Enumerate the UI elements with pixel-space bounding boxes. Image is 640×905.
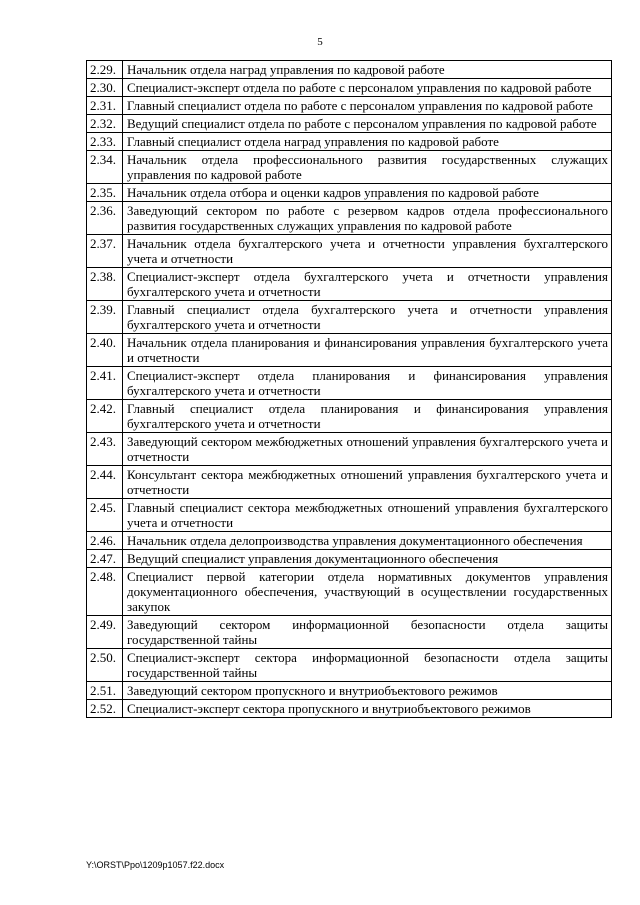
row-number: 2.44.: [87, 466, 123, 499]
table-row: [87, 184, 612, 202]
row-number: 2.38.: [87, 268, 123, 301]
table-row: [87, 334, 612, 367]
row-number: 2.36.: [87, 202, 123, 235]
position-title: Главный специалист отдела планирования и финансирования управления бухгалтерского учета и отчетности: [123, 400, 612, 433]
position-title: Специалист-эксперт отдела бухгалтерского учета и отчетности управления бухгалтерского учета и отчетности: [123, 268, 612, 301]
position-title: Специалист-эксперт отдела по работе с персоналом управления по кадровой работе: [123, 79, 612, 97]
row-number: 2.37.: [87, 235, 123, 268]
position-title: Начальник отдела делопроизводства управления документационного обеспечения: [123, 532, 612, 550]
position-title: Консультант сектора межбюджетных отношений управления бухгалтерского учета и отчетности: [123, 466, 612, 499]
position-title: Ведущий специалист отдела по работе с персоналом управления по кадровой работе: [123, 115, 612, 133]
row-number: 2.47.: [87, 550, 123, 568]
row-number: 2.50.: [87, 649, 123, 682]
table-row: [87, 202, 612, 235]
position-title: Начальник отдела планирования и финансирования управления бухгалтерского учета и отчетности: [123, 334, 612, 367]
position-title: Заведующий сектором информационной безопасности отдела защиты государственной тайны: [123, 616, 612, 649]
position-title: Заведующий сектором межбюджетных отношений управления бухгалтерского учета и отчетности: [123, 433, 612, 466]
row-number: 2.49.: [87, 616, 123, 649]
position-title: Начальник отдела бухгалтерского учета и отчетности управления бухгалтерского учета и отчетности: [123, 235, 612, 268]
row-number: 2.29.: [87, 61, 123, 79]
row-number: 2.45.: [87, 499, 123, 532]
page-number: 5: [317, 36, 323, 48]
table-row: [87, 433, 612, 466]
position-title: Заведующий сектором пропускного и внутриобъектового режимов: [123, 682, 612, 700]
table-row: [87, 151, 612, 184]
table-row: [87, 79, 612, 97]
row-number: 2.32.: [87, 115, 123, 133]
positions-table: [86, 60, 612, 718]
table-row: [87, 268, 612, 301]
position-title: Главный специалист сектора межбюджетных отношений управления бухгалтерского учета и отчетности: [123, 499, 612, 532]
row-number: 2.46.: [87, 532, 123, 550]
table-row: [87, 682, 612, 700]
row-number: 2.48.: [87, 568, 123, 616]
position-title: Специалист-эксперт отдела планирования и финансирования управления бухгалтерского учета и отчетности: [123, 367, 612, 400]
row-number: 2.51.: [87, 682, 123, 700]
table-row: [87, 568, 612, 616]
table-row: [87, 61, 612, 79]
table-row: [87, 700, 612, 718]
position-title: Начальник отдела отбора и оценки кадров управления по кадровой работе: [123, 184, 612, 202]
table-row: [87, 466, 612, 499]
table-row: [87, 367, 612, 400]
table-row: [87, 616, 612, 649]
table-row: [87, 133, 612, 151]
positions-table-body: [87, 61, 612, 718]
position-title: Главный специалист отдела бухгалтерского учета и отчетности управления бухгалтерского учета и отчетности: [123, 301, 612, 334]
table-row: [87, 649, 612, 682]
table-row: [87, 301, 612, 334]
table-row: [87, 235, 612, 268]
table-row: [87, 550, 612, 568]
position-title: Главный специалист отдела наград управления по кадровой работе: [123, 133, 612, 151]
row-number: 2.39.: [87, 301, 123, 334]
table-row: [87, 499, 612, 532]
row-number: 2.40.: [87, 334, 123, 367]
position-title: Специалист первой категории отдела нормативных документов управления документационного обеспечения, участвующий в осуществлении государственных закупок: [123, 568, 612, 616]
position-title: Главный специалист отдела по работе с персоналом управления по кадровой работе: [123, 97, 612, 115]
position-title: Заведующий сектором по работе с резервом кадров отдела профессионального развития государственных служащих управления по кадровой работе: [123, 202, 612, 235]
position-title: Специалист-эксперт сектора информационной безопасности отдела защиты государственной тайны: [123, 649, 612, 682]
position-title: Начальник отдела профессионального развития государственных служащих управления по кадровой работе: [123, 151, 612, 184]
table-row: [87, 532, 612, 550]
position-title: Ведущий специалист управления документационного обеспечения: [123, 550, 612, 568]
row-number: 2.33.: [87, 133, 123, 151]
row-number: 2.34.: [87, 151, 123, 184]
row-number: 2.30.: [87, 79, 123, 97]
position-title: Начальник отдела наград управления по кадровой работе: [123, 61, 612, 79]
row-number: 2.35.: [87, 184, 123, 202]
row-number: 2.31.: [87, 97, 123, 115]
table-row: [87, 97, 612, 115]
row-number: 2.43.: [87, 433, 123, 466]
row-number: 2.41.: [87, 367, 123, 400]
row-number: 2.42.: [87, 400, 123, 433]
position-title: Специалист-эксперт сектора пропускного и внутриобъектового режимов: [123, 700, 612, 718]
footer-file-path: Y:\ORST\Ppo\1209p1057.f22.docx: [86, 860, 225, 870]
table-row: [87, 115, 612, 133]
row-number: 2.52.: [87, 700, 123, 718]
table-row: [87, 400, 612, 433]
